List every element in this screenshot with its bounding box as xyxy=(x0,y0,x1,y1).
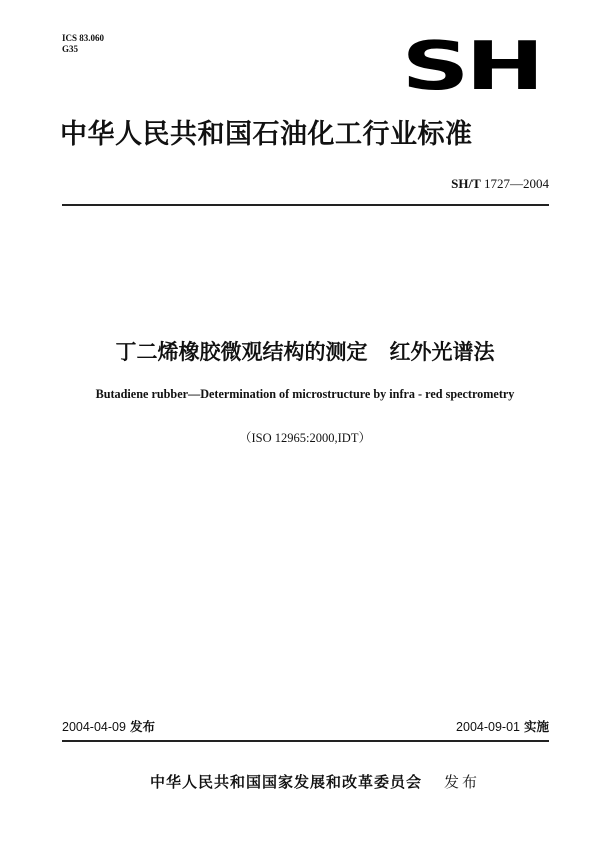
document-title-method: 红外光谱法 xyxy=(389,340,495,364)
issue-date-value: 2004-04-09 xyxy=(62,720,126,734)
footer-divider xyxy=(62,740,549,742)
header-divider xyxy=(62,204,549,206)
issue-date xyxy=(62,717,155,735)
ccs-code: G35 xyxy=(62,44,79,54)
publisher-line xyxy=(150,771,480,792)
issue-date-label: 发布 xyxy=(129,719,155,734)
sh-logo: SH xyxy=(401,27,541,105)
document-title xyxy=(60,336,550,366)
document-title-main: 丁二烯橡胶微观结构的测定 xyxy=(115,340,368,364)
publisher-name: 中华人民共和国国家发展和改革委员会 xyxy=(150,773,423,791)
english-title: Butadiene rubber—Determination of microstructure by infra - red spectrometry xyxy=(95,387,515,401)
implement-date-label: 实施 xyxy=(523,719,549,734)
standard-number-value: 1727—2004 xyxy=(484,176,549,191)
iso-reference: （ISO 12965:2000,IDT） xyxy=(239,431,371,445)
standard-category-title: 中华人民共和国石油化工行业标准 xyxy=(60,119,473,150)
standard-number-prefix: SH/T xyxy=(451,176,481,191)
publish-action: 发布 xyxy=(444,773,481,791)
standard-number xyxy=(451,176,549,192)
ics-code: ICS 83.060 xyxy=(62,33,105,43)
classification-codes xyxy=(62,33,104,55)
implement-date xyxy=(456,717,549,735)
implement-date-value: 2004-09-01 xyxy=(456,720,520,734)
